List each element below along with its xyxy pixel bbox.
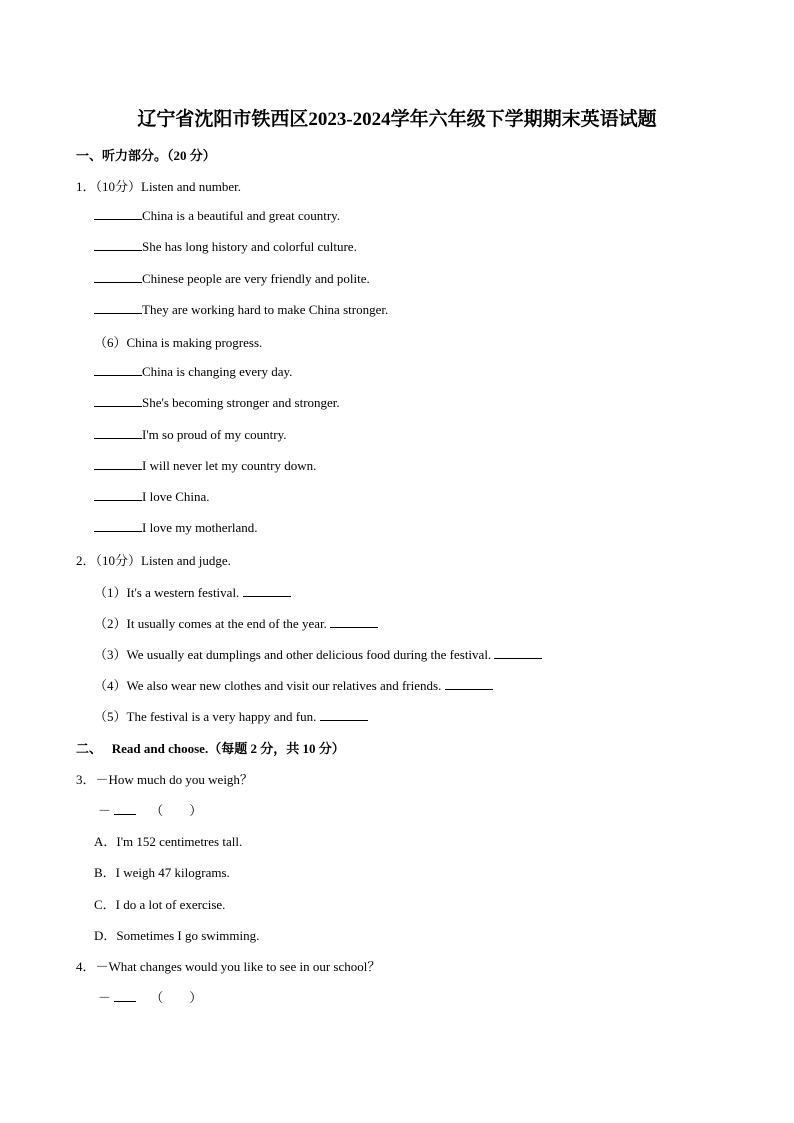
dash: －: [98, 990, 112, 1005]
q1-item-4: [94, 301, 388, 318]
q1-item-7: [94, 394, 340, 411]
q1-item-text: China is changing every day.: [142, 364, 293, 379]
answer-blank[interactable]: [94, 207, 142, 220]
question-3-prompt: 3．－How much do you weigh？: [76, 772, 253, 787]
q1-item-text: I will never let my country down.: [142, 458, 317, 473]
answer-paren[interactable]: （ ）: [150, 803, 203, 818]
answer-blank[interactable]: [94, 238, 142, 251]
q1-item-text: They are working hard to make China stronger.: [142, 302, 389, 317]
q2-item-3: [94, 644, 542, 663]
question-2-prompt: 2．（10分）Listen and judge.: [76, 553, 231, 568]
q2-item-text: （3）We usually eat dumplings and other delicious food during the festival.: [94, 647, 492, 662]
q2-item-text: （1）It's a western festival.: [94, 585, 240, 600]
q1-item-text: Chinese people are very friendly and polite.: [142, 271, 370, 286]
q1-item-text: I love my motherland.: [142, 520, 258, 535]
dash: －: [98, 803, 112, 818]
page-title: 辽宁省沈阳市铁西区2023-2024学年六年级下学期期末英语试题: [137, 109, 657, 130]
q2-item-5: [94, 706, 368, 725]
answer-blank[interactable]: [320, 708, 368, 721]
q1-item-text: China is a beautiful and great country.: [142, 208, 341, 223]
answer-blank[interactable]: [94, 363, 142, 376]
q3-option-a: A．I'm 152 centimetres tall.: [94, 834, 243, 849]
q4-answer-line: [98, 987, 202, 1006]
question-4-prompt: 4．－What changes would you like to see in our school？: [76, 959, 381, 974]
q1-item-8: [94, 426, 286, 443]
answer-blank[interactable]: [114, 802, 136, 815]
section-2-title: Read and choose.（每题 2 分，共 10 分）: [111, 741, 345, 756]
q1-item-5: （6）China is making progress.: [94, 335, 263, 350]
q1-item-9: [94, 457, 316, 474]
q1-item-text: She's becoming stronger and stronger.: [142, 395, 340, 410]
q1-item-2: [94, 238, 357, 255]
q1-item-text: I'm so proud of my country.: [142, 427, 287, 442]
answer-blank[interactable]: [94, 426, 142, 439]
q1-item-text: I love China.: [142, 489, 210, 504]
q3-option-b: B．I weigh 47 kilograms.: [94, 865, 230, 880]
q1-item-6: [94, 363, 292, 380]
section-2-heading: [76, 738, 345, 757]
q1-item-11: [94, 519, 258, 536]
answer-blank[interactable]: [243, 584, 291, 597]
answer-blank[interactable]: [445, 677, 493, 690]
q3-answer-line: [98, 800, 202, 819]
q2-item-text: （5）The festival is a very happy and fun.: [94, 709, 317, 724]
answer-blank[interactable]: [494, 646, 542, 659]
answer-blank[interactable]: [330, 615, 378, 628]
q3-option-d: D．Sometimes I go swimming.: [94, 928, 260, 943]
q1-item-10: [94, 488, 210, 505]
answer-blank[interactable]: [94, 519, 142, 532]
answer-blank[interactable]: [94, 457, 142, 470]
q2-item-text: （4）We also wear new clothes and visit our relatives and friends.: [94, 678, 442, 693]
section-1-heading: 一、听力部分。（20 分）: [76, 148, 216, 163]
q1-item-3: [94, 270, 370, 287]
q3-option-c: C．I do a lot of exercise.: [94, 897, 226, 912]
answer-paren[interactable]: （ ）: [150, 990, 203, 1005]
question-1-prompt: 1．（10分）Listen and number.: [76, 179, 242, 194]
q2-item-1: [94, 582, 291, 601]
answer-blank[interactable]: [94, 301, 142, 314]
answer-blank[interactable]: [94, 270, 142, 283]
section-2-number: 二、: [76, 741, 103, 756]
q2-item-2: [94, 613, 378, 632]
answer-blank[interactable]: [94, 488, 142, 501]
answer-blank[interactable]: [94, 394, 142, 407]
q1-item-1: [94, 207, 340, 224]
q1-item-text: She has long history and colorful culture.: [142, 239, 357, 254]
q2-item-4: [94, 675, 493, 694]
q2-item-text: （2）It usually comes at the end of the year.: [94, 616, 327, 631]
answer-blank[interactable]: [114, 989, 136, 1002]
